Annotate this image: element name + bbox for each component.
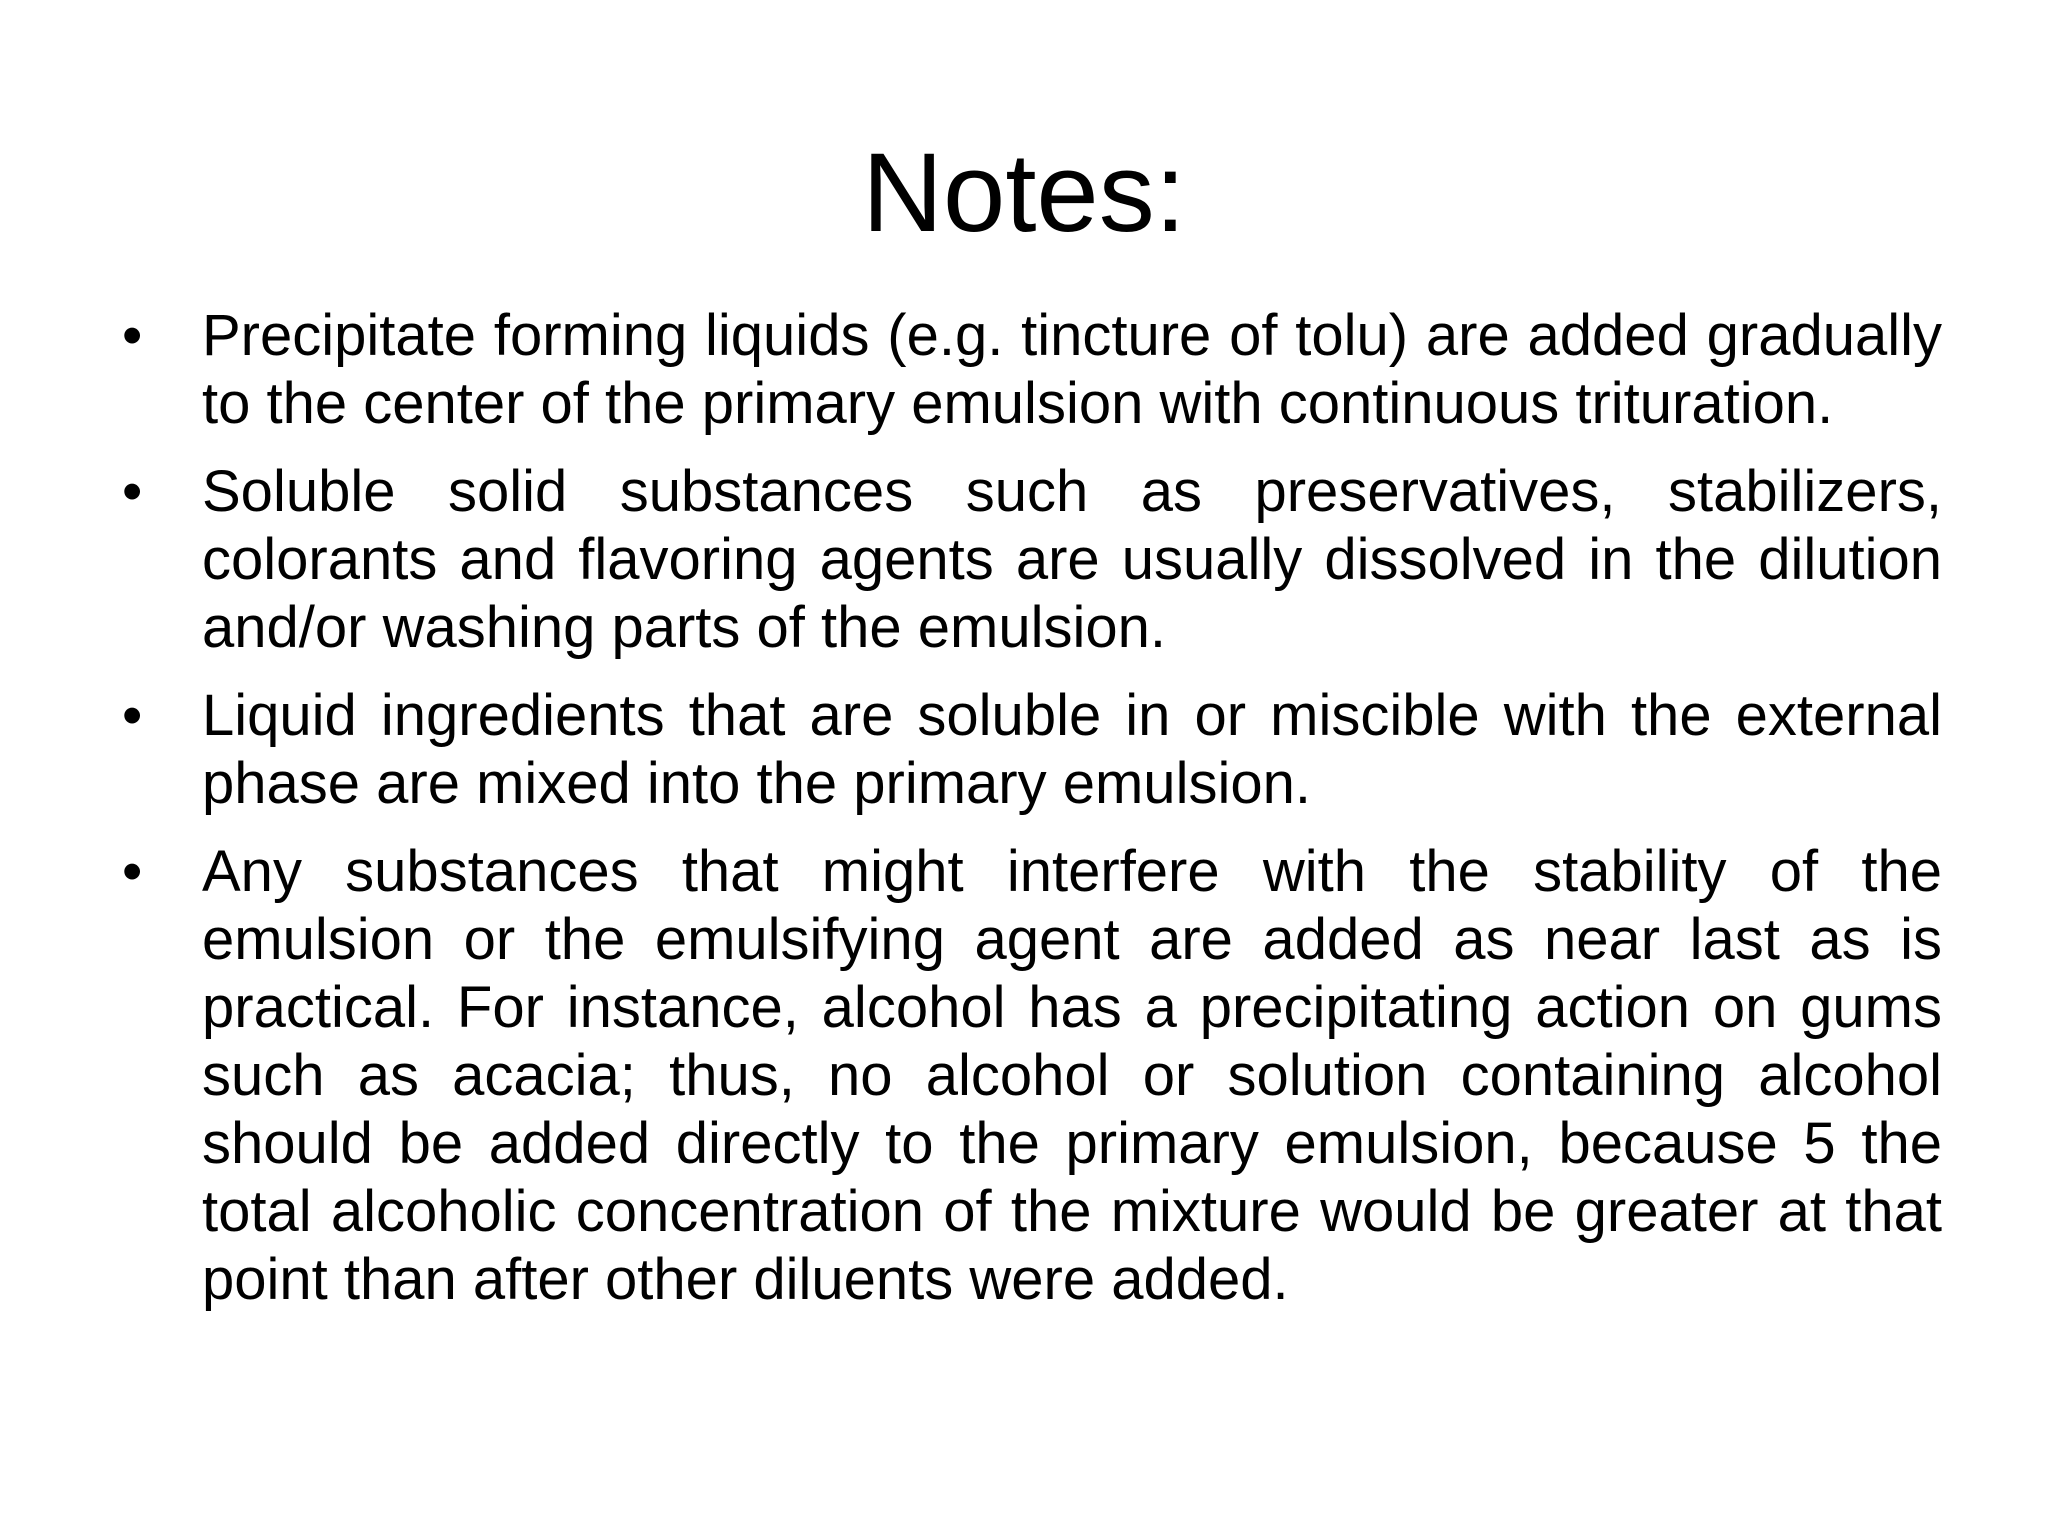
bullet-text: Soluble solid substances such as preservatives, stabilizers, colorants and flavoring agents are usually dissolved in the dilution and/or washing parts of the emulsion. [202,459,1942,660]
bullet-item-soluble-solids [122,458,1942,662]
slide-title: Notes: [862,130,1186,255]
bullet-dot-icon: • [122,839,143,904]
bullet-text: Precipitate forming liquids (e.g. tincture of tolu) are added gradually to the center of the primary emulsion with continuous trituration. [202,303,1942,436]
bullet-dot-icon: • [122,459,143,524]
bullet-text: Any substances that might interfere with the stability of the emulsion or the emulsifying agent are added as near last as is practical. For instance, alcohol has a precipitating action on gums such as acacia; thus, no alcohol or solution containing alcohol should be added directly to the primary emulsion, because 5 the total alcoholic concentration of the mixture would be greater at that point than after other diluents were added. [202,839,1942,1312]
bullet-item-precipitate-liquids [122,302,1942,438]
bullet-dot-icon: • [122,303,143,368]
bullet-item-liquid-ingredients [122,682,1942,818]
bullet-text: Liquid ingredients that are soluble in or miscible with the external phase are mixed into the primary emulsion. [202,683,1942,816]
bullet-item-interfering-substances [122,838,1942,1314]
bullet-dot-icon: • [122,683,143,748]
bullet-list [122,302,1942,1334]
